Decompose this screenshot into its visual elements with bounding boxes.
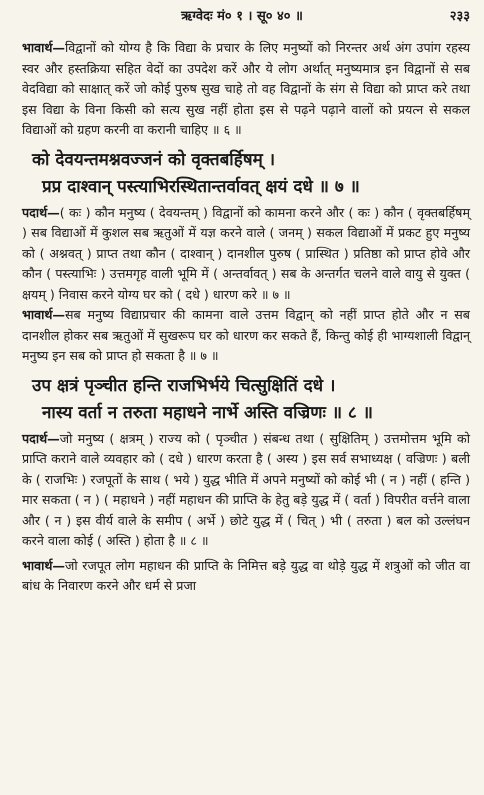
bhavartha-label: भावार्थ— <box>22 40 66 55</box>
bhavartha-paragraph-6 <box>22 38 470 141</box>
padartha-paragraph-8 <box>22 429 470 552</box>
page-number: २३३ <box>449 9 470 24</box>
bhavartha-text: जो रजपूत लोग महाधन की प्राप्ति के निमित्त बड़े युद्ध वा थोड़े युद्ध में शत्रुओं को जीत वा बांध के निवारण करने और धर्म से प्रजा <box>22 557 470 593</box>
running-title: ऋग्वेदः मं० १ । सू० ४० ॥ <box>181 9 303 24</box>
padartha-label: पदार्थ— <box>22 204 60 220</box>
padartha-text: जो मनुष्य ( क्षत्रम् ) राज्य को ( पृञ्चीत ) संबन्ध तथा ( सुक्षितिम् ) उत्तमोत्तम भूमि को प्राप्ति कराने वाले व्यवहार को ( दधे ) धारण करता है ( अस्य ) इस सर्व सभाध्यक्ष ( वज्रिणः ) बली के ( राजभिः ) रजपूतों के साथ ( भये ) युद्ध भीति में अपने मनुष्यों को कोई भी ( न ) नहीं ( हन्ति ) मार सकता ( न ) ( महाधने ) नहीं महाधन की प्राप्ति के हेतु बड़े युद्ध में ( वर्ता ) विपरीत वर्त्तने वाला और ( न ) इस वीर्य वाले के समीप ( अर्भे ) छोटे युद्ध में ( चित् ) भी ( तरुता ) बल को उल्लंघन करने वाला कोई ( अस्ति ) होता है ॥ ८ ॥ <box>22 430 470 548</box>
page-body <box>22 38 470 597</box>
padartha-paragraph-7 <box>22 203 470 306</box>
padartha-label: पदार्थ— <box>22 430 60 446</box>
bhavartha-text: विद्वानों को योग्य है कि विद्या के प्रचार के लिए मनुष्यों को निरन्तर अर्थ अंग उपांग रहस्य स्वर और हस्तक्रिया सहित वेदों का उपदेश करें और ये लोग अर्थात् मनुष्यमात्र इन विद्वानों से सब वेदविद्या को साक्षात् करें जो कोई पुरुष सुख चाहे तो वह विद्वानों के संग से विद्या को प्राप्त करे तथा इस विद्या के विना किसी को सत्य सुख नहीं होता इस से पढ़ने पढ़ाने वालों को प्रयत्न से सकल विद्याओं को ग्रहण करनी वा करानी चाहिए ॥ ६ ॥ <box>22 40 470 137</box>
bhavartha-label: भावार्थ— <box>22 307 66 322</box>
mantra-7-line-2: प्रप्र दाश्वान् पस्त्याभिरस्थितान्तर्वावत् क्षयं दधे ॥ ७ ॥ <box>42 176 360 197</box>
bhavartha-label: भावार्थ— <box>22 557 66 573</box>
bhavartha-paragraph-8 <box>22 556 470 597</box>
mantra-8-line-1: उप क्षत्रं पृञ्चीत हन्ति राजभिर्भये चित्सुक्षितिं दधे । <box>32 375 336 396</box>
mantra-8-line-2: नास्य वर्ता न तरुता महाधने नार्भे अस्ति वज्रिणः ॥ ८ ॥ <box>42 402 373 423</box>
padartha-text: ( कः ) कौन मनुष्य ( देवयन्तम् ) विद्वानों को कामना करने और ( कः ) कौन ( वृक्तबर्हिषम् ) सब विद्याओं में कुशल सब ऋतुओं में यज्ञ करने वाले ( जनम् ) सकल विद्याओं में प्रकट हुए मनुष्य को ( अश्नवत् ) प्राप्त तथा कौन ( दाश्वान् ) दानशील पुरुष ( प्रास्थित ) प्रतिष्ठा को प्राप्त होवे और कौन ( पस्त्याभिः ) उत्तमगृह वाली भूमि में ( अन्तर्वावत् ) सब के अन्तर्गत चलने वाले वायु से युक्त ( क्षयम् ) निवास करने योग्य घर को ( दधे ) धारण करे ॥ ७ ॥ <box>22 204 470 302</box>
bhavartha-paragraph-7 <box>22 305 470 367</box>
mantra-7-line-1: को देवयन्तमश्नवज्जनं को वृक्तबर्हिषम् । <box>32 149 276 170</box>
bhavartha-text: सब मनुष्य विद्याप्रचार की कामना वाले उत्तम विद्वान् को नहीं प्राप्त होते और न सब दानशील होकर सब ऋतुओं में सुखरूप घर को धारण कर सकते हैं, किन्तु कोई ही भाग्यशाली विद्वान् मनुष्य इन सब को प्राप्त हो सकता है ॥ ७ ॥ <box>22 307 470 363</box>
page-header <box>0 6 484 28</box>
